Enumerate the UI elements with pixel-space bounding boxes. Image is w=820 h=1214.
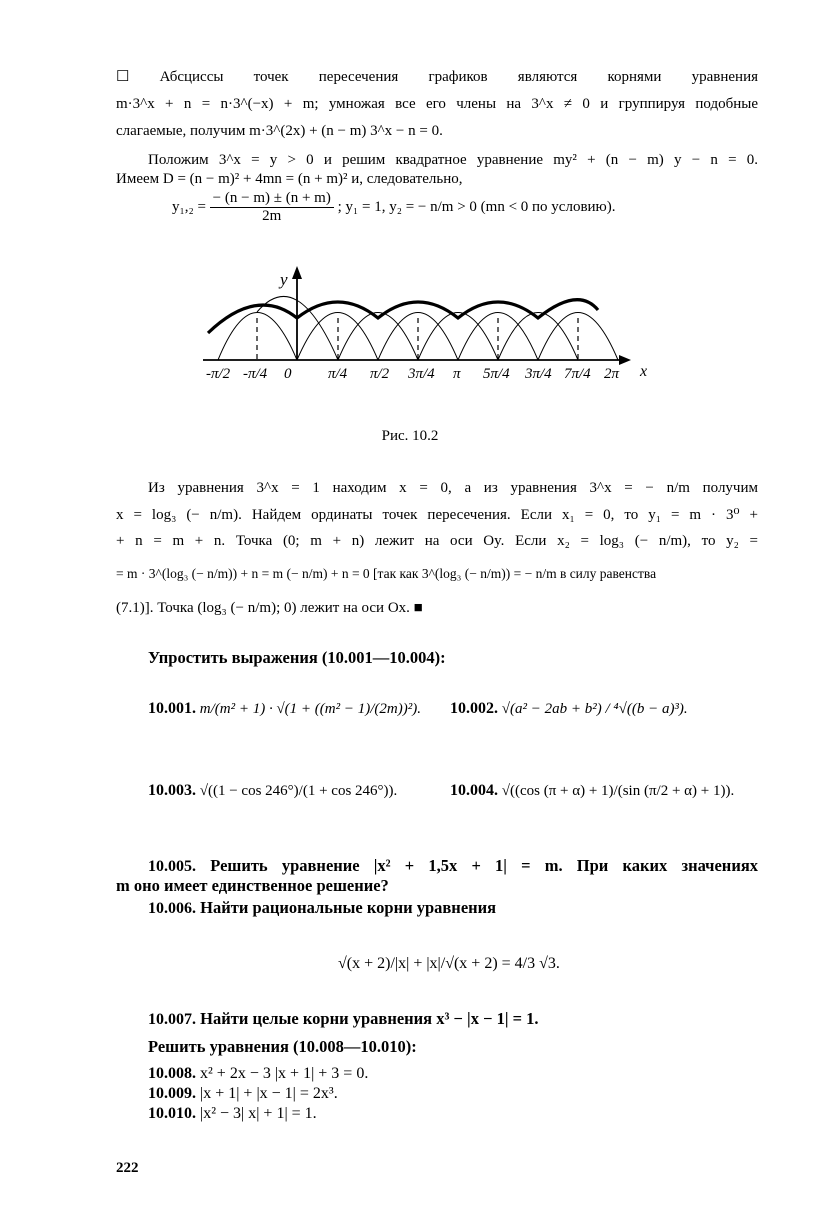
x-axis-arrow bbox=[619, 355, 631, 365]
problem-text: Найти целые корни уравнения x³ − |x − 1| = 1. bbox=[200, 1009, 539, 1028]
problem-number: 10.007. bbox=[148, 1011, 196, 1028]
problem-text: |x² − 3| x| + 1| = 1. bbox=[200, 1105, 317, 1122]
problem-text: x² + 2x − 3 |x + 1| + 3 = 0. bbox=[200, 1065, 369, 1082]
problem-text: Решить уравнение |x² + 1,5x + 1| = m. При каких значениях bbox=[210, 856, 759, 875]
solution-line-5: Имеем D = (n − m)² + 4mn = (n + m)² и, следовательно, bbox=[116, 171, 463, 187]
figure-caption: Рис. 10.2 bbox=[381, 428, 439, 444]
x-tick-label: -π/2 bbox=[206, 366, 231, 382]
x-tick-label: π/2 bbox=[370, 366, 390, 382]
problem-number: 10.008. bbox=[148, 1065, 196, 1082]
solution-line-3: слагаемые, получим m·3^(2x) + (n − m) 3^x − n = 0. bbox=[116, 123, 443, 139]
roots-values: ; y₁ = 1, y₂ = − n/m > 0 (mn < 0 по условию). bbox=[337, 198, 616, 215]
problem-text: Найти рациональные корни уравнения bbox=[200, 898, 497, 917]
problem-expression: m/(m² + 1) · √(1 + ((m² − 1)/(2m))²). bbox=[199, 701, 421, 717]
problem-expression: √((cos (π + α) + 1)/(sin (π/2 + α) + 1)). bbox=[501, 783, 735, 799]
solution-line-2: m·3^x + n = n·3^(−x) + m; умножая все его члены на 3^x ≠ 0 и группируя подобные bbox=[116, 96, 758, 112]
text-line-4: = m · 3^(log₃ (− n/m)) + n = m (− n/m) + n = 0 [так как 3^(log₃ (− n/m)) = − n/m в силу равенства bbox=[116, 566, 657, 581]
problem-10-004 bbox=[450, 782, 734, 800]
problem-number: 10.001. bbox=[148, 700, 196, 717]
problem-10-001 bbox=[148, 700, 421, 718]
problem-10-008 bbox=[148, 1063, 758, 1085]
section-heading-solve: Решить уравнения (10.008—10.010): bbox=[148, 1037, 417, 1056]
solution-line-4: Положим 3^x = y > 0 и решим квадратное уравнение my² + (n − m) y − n = 0. bbox=[148, 152, 758, 168]
problem-number: 10.003. bbox=[148, 782, 196, 799]
problem-text: |x + 1| + |x − 1| = 2x³. bbox=[200, 1085, 338, 1102]
problem-number: 10.002. bbox=[450, 700, 498, 717]
roots-label: y₁,₂ = bbox=[172, 198, 206, 215]
problem-10-005-line-2: m оно имеет единственное решение? bbox=[116, 876, 389, 895]
x-tick-label: 3π/4 bbox=[525, 366, 552, 382]
problem-expression: √(a² − 2ab + b²) / ⁴√((b − a)³). bbox=[501, 701, 688, 717]
section-heading-simplify: Упростить выражения (10.001—10.004): bbox=[148, 648, 446, 667]
x-tick-label: 0 bbox=[284, 366, 292, 382]
text-line-2: x = log₃ (− n/m). Найдем ординаты точек пересечения. Если x₁ = 0, то y₁ = m · 3⁰ + bbox=[116, 507, 758, 523]
problem-10-009 bbox=[148, 1083, 758, 1105]
y-axis-arrow bbox=[292, 266, 302, 279]
x-tick-label: 5π/4 bbox=[483, 366, 510, 382]
problem-number: 10.010. bbox=[148, 1105, 196, 1122]
upper-envelope-curve bbox=[208, 300, 598, 333]
problem-number: 10.006. bbox=[148, 900, 196, 917]
solution-line-1: ☐ Абсциссы точек пересечения графиков являются корнями уравнения bbox=[116, 69, 758, 85]
problem-number: 10.009. bbox=[148, 1085, 196, 1102]
x-tick-label: -π/4 bbox=[243, 366, 268, 382]
x-tick-label: 7π/4 bbox=[564, 366, 591, 382]
text-line-3: + n = m + n. Точка (0; m + n) лежит на оси Oy. Если x₂ = log₃ (− n/m), то y₂ = bbox=[116, 533, 758, 549]
text-line-5: (7.1)]. Точка (log₃ (− n/m); 0) лежит на оси Ox. ■ bbox=[116, 600, 423, 616]
problem-10-006 bbox=[148, 897, 758, 920]
page-number: 222 bbox=[116, 1160, 139, 1176]
text-line-1: Из уравнения 3^x = 1 находим x = 0, а из уравнения 3^x = − n/m получим bbox=[148, 480, 758, 496]
x-axis-label: x bbox=[640, 363, 648, 380]
problem-10-002 bbox=[450, 700, 688, 718]
y-axis-label: y bbox=[280, 270, 288, 289]
problem-number: 10.004. bbox=[450, 782, 498, 799]
roots-denominator: 2m bbox=[262, 208, 282, 224]
problem-10-007 bbox=[148, 1008, 758, 1031]
figure-10-2 bbox=[0, 0, 820, 420]
problem-10-006-equation: √(x + 2)/|x| + |x|/√(x + 2) = 4/3 √3. bbox=[338, 955, 560, 972]
problem-number: 10.005. bbox=[148, 858, 196, 875]
problem-10-003 bbox=[148, 782, 397, 800]
problem-expression: √((1 − cos 246°)/(1 + cos 246°)). bbox=[199, 783, 398, 799]
problem-10-010 bbox=[148, 1103, 758, 1125]
x-tick-label: 2π bbox=[604, 366, 620, 382]
roots-numerator: − (n − m) ± (n + m) bbox=[210, 190, 334, 208]
x-tick-label: π bbox=[453, 366, 461, 382]
x-tick-label: 3π/4 bbox=[408, 366, 435, 382]
x-tick-label: π/4 bbox=[328, 366, 348, 382]
